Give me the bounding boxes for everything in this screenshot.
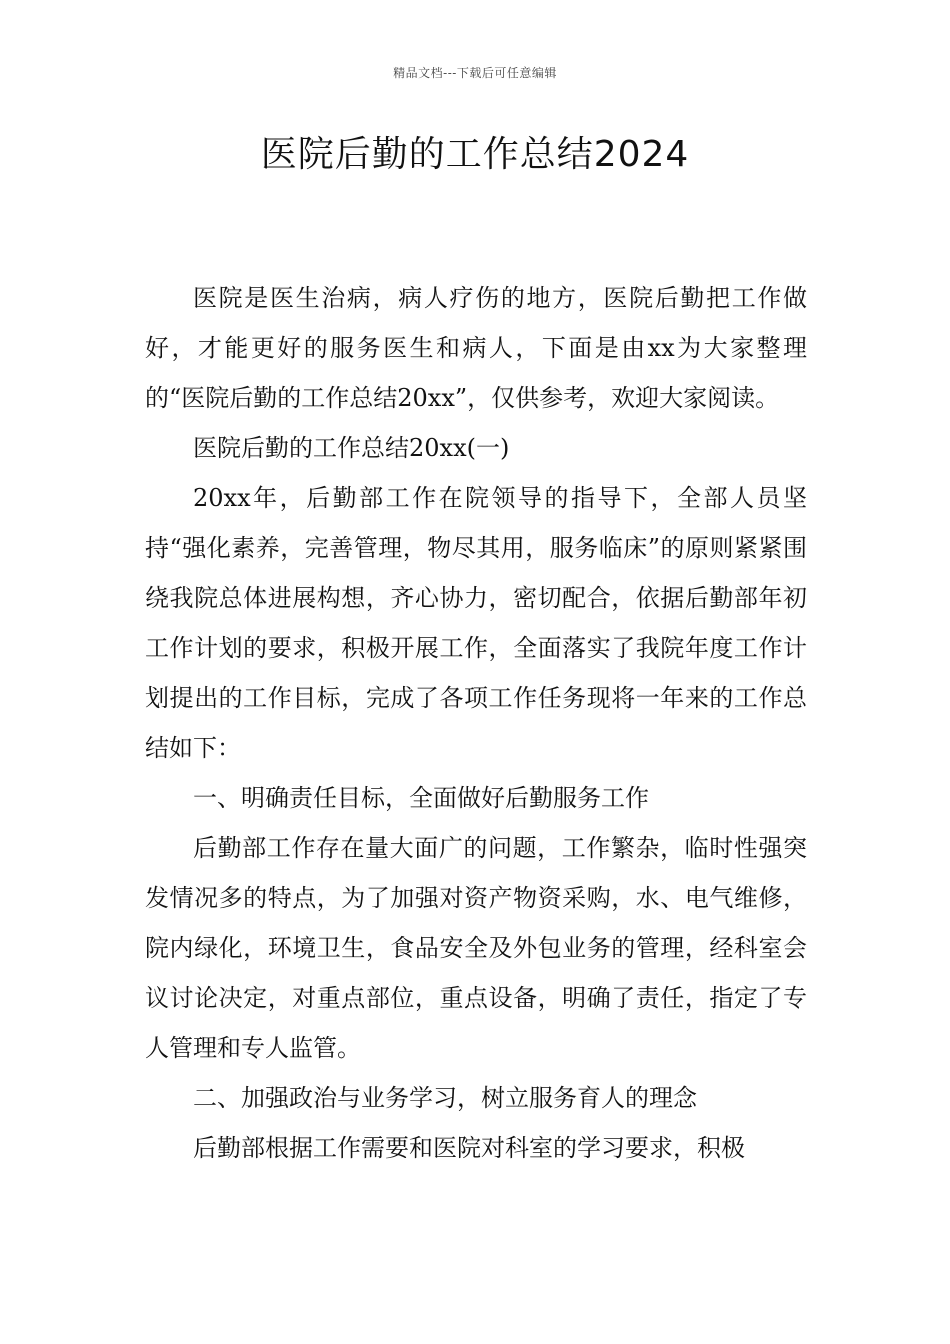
document-title: 医院后勤的工作总结2024 — [260, 134, 690, 175]
section-heading: 医院后勤的工作总结20xx(一) — [193, 434, 510, 462]
paragraph-summary: 20xx年，后勤部工作在院领导的指导下，全部人员坚持“强化素养，完善管理，物尽其用，服务临床”的原则紧紧围绕我院总体进展构想，齐心协力，密切配合，依据后勤部年初工作计划的要求，积极开展工作，全面落实了我院年度工作计划提出的工作目标，完成了各项工作任务现将一年来的工作总结如下： — [145, 484, 807, 762]
subheading-one: 一、明确责任目标，全面做好后勤服务工作 — [193, 784, 649, 812]
subheading-two: 二、加强政治与业务学习，树立服务育人的理念 — [193, 1084, 697, 1112]
header-note: 精品文档---下载后可任意编辑 — [393, 66, 557, 80]
paragraph-study: 后勤部根据工作需要和医院对科室的学习要求，积极 — [193, 1134, 745, 1162]
paragraph-intro: 医院是医生治病，病人疗伤的地方，医院后勤把工作做好，才能更好的服务医生和病人，下面是由xx为大家整理的“医院后勤的工作总结20xx”，仅供参考，欢迎大家阅读。 — [145, 284, 807, 412]
document-body — [145, 273, 807, 1173]
paragraph-responsibility: 后勤部工作存在量大面广的问题，工作繁杂，临时性强突发情况多的特点，为了加强对资产物资采购，水、电气维修，院内绿化，环境卫生，食品安全及外包业务的管理，经科室会议讨论决定，对重点部位，重点设备，明确了责任，指定了专人管理和专人监管。 — [145, 834, 807, 1062]
